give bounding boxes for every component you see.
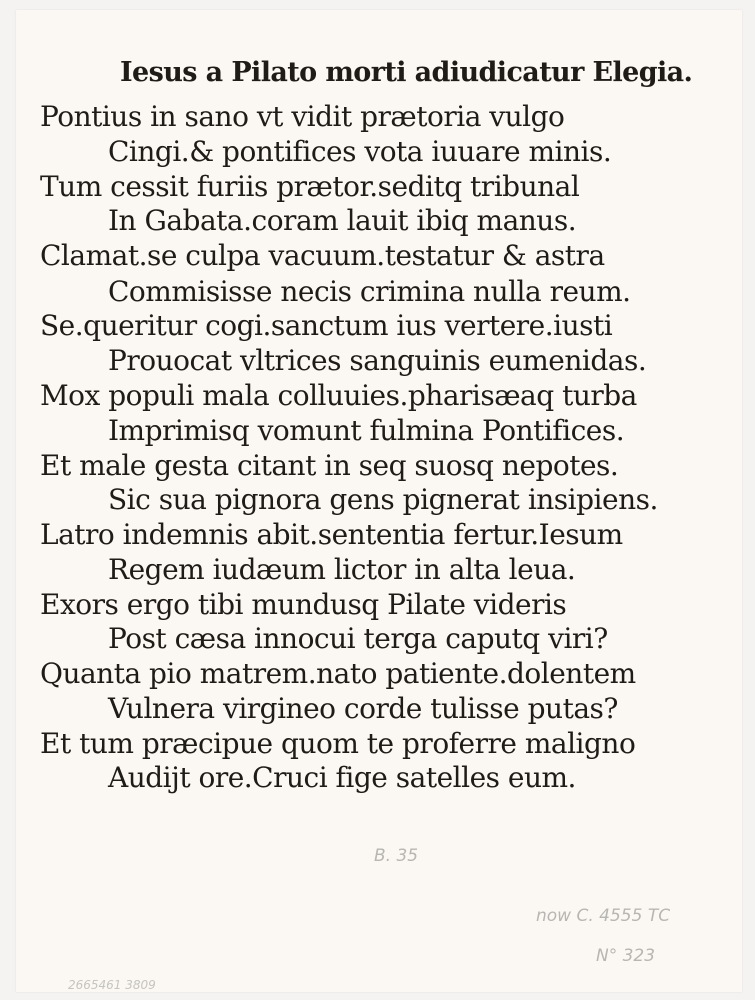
pencil-annotation: B. 35 <box>374 846 419 866</box>
pencil-annotation: now C. 4555 TC <box>536 906 671 926</box>
verse-line: Audijt ore.Cruci fige satelles eum. <box>108 761 576 794</box>
verse-line: Quanta pio matrem.nato patiente.dolentem <box>40 657 636 690</box>
verse-line: Post cæsa innocui terga caputq viri? <box>108 622 608 655</box>
verse-line: Tum cessit furiis prætor.seditq tribunal <box>40 170 580 203</box>
verse-line: Regem iudæum lictor in alta leua. <box>108 553 576 586</box>
pencil-annotation: N° 323 <box>596 946 656 966</box>
verse-line: Mox populi mala colluuies.pharisæaq turba <box>40 379 637 412</box>
verse-line: Et tum præcipue quom te proferre maligno <box>40 727 636 760</box>
verse-line: Clamat.se culpa vacuum.testatur & astra <box>40 239 605 272</box>
verse-line: Commisisse necis crimina nulla reum. <box>108 275 631 308</box>
verse-line: Latro indemnis abit.sententia fertur.Iesum <box>40 518 623 551</box>
verse-line: Vulnera virgineo corde tulisse putas? <box>108 692 618 725</box>
verse-line: Exors ergo tibi mundusq Pilate videris <box>40 588 567 621</box>
paper-sheet <box>16 10 742 992</box>
verse-line: Prouocat vltrices sanguinis eumenidas. <box>108 344 647 377</box>
poem-title: Iesus a Pilato morti adiudicatur Elegia. <box>120 57 693 88</box>
catalog-number: 2665461 3809 <box>68 978 156 992</box>
verse-line: Imprimisq vomunt fulmina Pontifices. <box>108 414 625 447</box>
verse-line: In Gabata.coram lauit ibiq manus. <box>108 204 577 237</box>
verse-line: Sic sua pignora gens pignerat insipiens. <box>108 483 658 516</box>
verse-line: Et male gesta citant in seq suosq nepotes. <box>40 449 619 482</box>
verse-line: Se.queritur cogi.sanctum ius vertere.iusti <box>40 309 613 342</box>
verse-line: Cingi.& pontifices vota iuuare minis. <box>108 135 612 168</box>
verse-line: Pontius in sano vt vidit prætoria vulgo <box>40 100 565 133</box>
poem-block <box>16 10 742 992</box>
